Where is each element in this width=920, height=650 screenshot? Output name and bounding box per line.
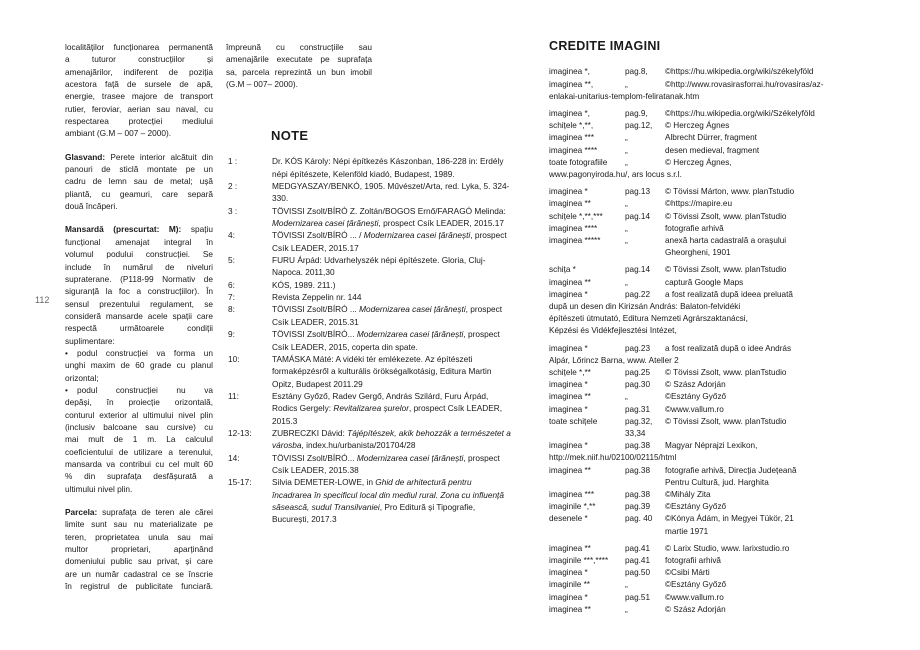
note-text-line: formaképzésről a kulturális örökségalkotásig, Editura Martin [272,366,492,377]
credit-page: pag.38 [625,465,651,475]
credit-row [549,313,869,325]
text-line: amenajărilor, indiferent de poziția [65,66,213,77]
credit-image-label: imaginea **, [549,79,594,89]
note-item [228,303,518,328]
parcela-definition [65,506,213,592]
note-text-line: városba, index.hu/urbanista/201704/28 [272,440,416,451]
credit-image-label: imaginea * [549,380,588,390]
credit-row [549,223,869,235]
credit-row [549,277,869,289]
note-text-line: Dr. KÓS Károly: Népi építkezés Kászonban, 186-228 in: Erdély [272,156,504,167]
credit-page: pag.51 [625,592,651,602]
note-item [228,279,518,291]
note-item [228,155,518,180]
credit-page: „ [625,604,628,614]
note-text-line: Napoca. 2011,30 [272,267,335,278]
note-text-line: Rodics Gergely: Revitalizarea șurelor, prospect Csík LEADER, [272,403,503,414]
text-line: mansarda va contribui cu cel mult 60 [65,459,213,469]
credit-row [549,247,869,259]
credit-page: pag.30 [625,380,651,390]
note-text-line: TÖVISSI Zsolt/BÍRÓ... Modernizarea casei țărănești, prospect [272,452,500,463]
credit-row [549,489,869,501]
note-number: 2 : [228,181,238,192]
credit-source: ©www.vallum.ro [665,592,724,602]
text-line: în registrul de publicitate funciară. [65,581,213,592]
note-text-line: încadrarea în specificul local din mediul rural. Zona cu influență [272,489,504,500]
credit-row [549,66,869,78]
text-line: podul construcției nu va [77,384,213,395]
credit-source: © Tövissi Zsolt, www. planTstudio [665,416,787,426]
credit-continuation: Képzési és Vidékfejlesztési Intézet, [549,326,677,336]
credit-source: desen medieval, fragment [665,145,760,155]
credit-continuation: http://mek.niif.hu/02100/02115/html [549,453,677,463]
credit-image-label: imaginea * [549,187,588,197]
note-text-line: Csík LEADER, 2015.31 [272,316,359,327]
credit-image-label: imaginea *, [549,67,590,77]
credit-row [549,289,869,301]
credits-title: CREDITE IMAGINI [549,39,661,53]
text-line: suprafața de teren ale cărei [102,507,213,518]
note-text-line: săsească, sudul Transilvaniei, Pro Editură și Tipografie, [272,501,476,512]
credit-page: pag.14 [625,211,651,221]
note-text-line: Opitz, Budapest 2011.29 [272,378,363,389]
credit-source: ©Esztány Győző [665,502,727,512]
text-line: orizontal; [65,372,99,383]
note-text-line: București, 2017.3 [272,514,337,525]
note-text-line: Silvia DEMETER-LOWE, in Ghid de arhitectură pentru [272,477,472,488]
note-text-line: Esztány Győző, Radev Gergő, András Szilárd, Furu Árpád, [272,390,489,401]
credit-source: Albrecht Dürrer, fragment [665,133,757,143]
bullet-item [65,347,213,359]
credit-source: a fost realizată după ideea preluată [665,289,793,299]
credit-source: © Herczeg Ágnes, [665,157,732,167]
note-item [228,427,518,452]
credit-page [625,247,665,259]
text-line: cadru de lemn sau de metal; ușă [65,176,213,187]
credit-page: pag.13 [625,187,651,197]
note-number: 10: [228,353,240,364]
note-item [228,180,518,205]
credit-page: pag.9, [625,108,648,118]
credit-page: „ [625,580,628,590]
credit-page: „ [625,133,628,143]
text-line: volumul podului construcției. Se [65,249,213,260]
credit-continuation: enlakai-unitarius-templom-feliratanak.htm [549,91,700,101]
text-line: amenajările executate pe suprafața [226,54,372,65]
credit-source: © Tövissi Zsolt, www. planTstudio [665,368,787,378]
text-line: domeniului public sau privat, și care [65,556,213,567]
text-line: conturul exterior al ultimului nivel plin [65,409,213,420]
credit-row [549,91,869,103]
credit-image-label [549,247,625,259]
credit-page: „ [625,235,628,245]
credit-source: ©Mihály Zita [665,490,711,500]
credit-row [549,145,869,157]
text-line: respectă următoarele condiții [65,323,213,334]
note-number: 15-17: [228,477,252,488]
credit-row [549,157,869,169]
text-line: suplimentare: [65,335,115,346]
credit-image-label: imaginea * [549,568,588,578]
text-line: acestora față de sursele de apă, [65,79,213,90]
credit-row [549,355,869,367]
credit-row [549,526,869,538]
note-text-line: népi építészete, Kelenföld kiadó, Budapest, 1989. [272,168,455,179]
note-number: 5: [228,255,235,266]
credit-row [549,79,869,91]
term-parcela: Parcela: [65,507,98,518]
credit-row [549,543,869,555]
credit-row [549,367,869,379]
credit-row [549,513,869,525]
term-mansarda: Mansardă (prescurtat: M): [65,224,182,235]
credit-row [549,264,869,276]
credit-image-label: imaginea * [549,441,588,451]
bullet-item [65,384,213,396]
text-line: localităților funcționarea permanentă [65,42,213,52]
credit-source: anexă harta cadastrală a orașului [665,235,787,245]
bullet-icon: • [65,384,68,395]
credit-page: pag.23 [625,343,651,353]
credit-continuation: după un desen din Kirizsán András: Balaton-felvidéki [549,302,741,311]
credit-page: pag.22 [625,289,651,299]
notes-list [228,155,518,525]
credit-page: pag.41 [625,543,651,553]
credit-image-label: imaginile ***,**** [549,556,609,566]
credit-page [625,526,665,538]
credit-row [549,579,869,591]
text-line: siguranță la foc a construcțiilor). În [65,286,213,297]
credit-image-label [549,526,625,538]
credit-source: Pentru Cultură, jud. Harghita [665,477,769,487]
text-line: ultimului nivel plin. [65,483,133,494]
note-item [228,328,518,353]
note-text-line: TÖVISSI Zsolt/BÍRÓ Z. Zoltán/BOGOS Ernő/FARAGÓ Melinda: [272,205,506,216]
credit-row [549,465,869,477]
note-item [228,353,518,390]
text-line: limite sunt sau nu materializate pe [65,519,213,530]
credit-source: ©www.vallum.ro [665,404,724,414]
credit-source: captură Google Maps [665,277,744,287]
credit-page: „ [625,199,628,209]
credit-page: „ [625,277,628,287]
credit-image-label: imaginea *, [549,108,590,118]
text-line: teren, proprietatea unula sau mai [65,531,213,542]
text-line: două încăperi. [65,201,118,212]
credit-source: ©https://hu.wikipedia.org/wiki/székelyföld [665,67,814,77]
credit-image-label: imaginea * [549,289,588,299]
credit-source: ©Csibi Márti [665,568,710,578]
credit-source: Gheorgheni, 1901 [665,248,731,258]
credit-page: pag.39 [625,502,651,512]
note-text-line: TÖVISSI Zsolt/BÍRÓ... Modernizarea casei țărănești, prospect [272,329,500,340]
credit-row [549,452,869,464]
credit-source: fotografie arhivă, Direcția Județeană [665,465,797,475]
credit-row [549,198,869,210]
note-item [228,291,518,303]
credit-page: „ [625,157,628,167]
credit-page: pag.38 [625,441,651,451]
text-line: supraterane. (P118-99 Normativ de [65,273,213,284]
mansarda-definition [65,223,213,495]
note-text-line: FURU Árpád: Udvarhelyszék népi építészete. Gloria, Cluj- [272,255,486,266]
credit-image-label: schițele *,**, [549,121,594,131]
credit-image-label: schițele *,**,*** [549,211,603,221]
note-number: 11: [228,390,239,401]
credit-image-label: imaginile *,** [549,502,596,512]
note-number: 9: [228,329,235,340]
credit-page: pag. 40 [625,514,653,524]
text-line: respectarea protecției mediului [65,116,213,127]
text-line: podul construcției va forma un [77,347,213,358]
note-text-line: Csík LEADER, 2015, coperta din spate. [272,341,418,352]
credit-image-label: imaginea **** [549,145,598,155]
credit-row [549,301,869,313]
credit-row [549,108,869,120]
credit-source: ©Esztány Győző [665,580,727,590]
note-number: 6: [228,279,235,290]
credit-image-label: imaginea * [549,404,588,414]
note-number: 3 : [228,205,238,216]
text-line: a tuturor construcțiilor și [65,54,213,65]
credit-image-label: imaginea *** [549,490,595,500]
note-number: 7: [228,292,235,303]
notes-section [228,130,518,526]
text-line: rutier, feroviar, aerian sau naval, cu [65,103,213,114]
note-item [228,476,518,525]
note-text-line: TÖVISSI Zsolt/BÍRÓ ... / Modernizarea casei țărănești, prospect [272,230,507,241]
note-item [228,254,518,279]
text-line: funcțional amenajat integral în [65,236,213,247]
credit-image-label: schițele *,** [549,368,591,378]
credit-source: martie 1971 [665,526,709,536]
credit-row [549,416,869,440]
note-text-line: Csík LEADER, 2015.17 [272,242,359,253]
note-item [228,390,518,427]
note-item [228,205,518,230]
credit-source: © Tövissi Zsolt, www. planTstudio [665,265,787,275]
credit-row [549,567,869,579]
note-number: 14: [228,452,240,463]
credit-page: pag.25 [625,368,651,378]
credit-image-label: imaginea ** [549,277,591,287]
credit-image-label: imaginea * [549,592,588,602]
note-number: 12-13: [228,427,252,438]
credit-row [549,440,869,452]
credit-source: ©Esztány Győző [665,392,727,402]
text-line: mai mult de 1 m. La calculul [65,434,213,445]
credit-row [549,211,869,223]
credit-page: pag.12, [625,121,653,131]
text-line: multor proprietari, aparținând [65,544,213,555]
credit-image-label: imaginea ** [549,465,591,475]
note-item [228,229,518,254]
credit-page [625,477,665,489]
credit-page: pag.41 [625,556,651,566]
credit-row [549,325,869,337]
credit-page: pag.31 [625,404,651,414]
credit-row [549,592,869,604]
text-line: sensul prezentului regulament, se [65,298,213,309]
credit-continuation: Alpár, Lőrincz Barna, www. Ateller 2 [549,355,679,365]
credit-image-label: imaginea **** [549,223,598,233]
glasvand-definition [65,151,213,213]
note-text-line: TÖVISSI Zsolt/BÍRÓ ... Modernizarea casei țărănești, prospect [272,304,503,315]
credit-source: fotografie arhivă [665,223,724,233]
credit-row [549,501,869,513]
note-text-line: Modernizarea casei țărănești, prospect Csík LEADER, 2015.17 [272,218,504,229]
credit-page: „ [625,79,628,89]
credit-image-label: toate schițele [549,416,598,426]
glossary-column-left [65,41,213,603]
credit-row [549,132,869,144]
note-text-line: KÓS, 1989. 211.) [272,279,336,290]
credit-source: © Szász Adorján [665,380,726,390]
credit-page: „ [625,223,628,233]
text-line: % din suprafața desfășurată a [65,471,213,482]
credit-image-label: imaginea * [549,343,588,353]
credit-image-label: imaginea ** [549,199,591,209]
text-line: împreună cu construcțiile sau [226,42,372,52]
credit-source: fotografii arhivă [665,556,721,566]
text-line: ambiant (G.M – 007 – 2000). [65,128,172,139]
note-item [228,452,518,477]
credit-image-label: imaginea ** [549,604,591,614]
credit-row [549,404,869,416]
credits-list [549,66,869,616]
credit-source: © Larix Studio, www. larixstudio.ro [665,543,790,553]
credit-page: pag.50 [625,568,651,578]
text-line: consideră mansarde acele spații care [65,310,213,321]
text-line: depăși, în proiecție orizontală, [65,397,213,408]
credit-row [549,235,869,247]
credit-row [549,477,869,489]
text-line: coeficientului de utilizare a terenului, [65,446,213,457]
credit-page: pag.32, 33,34 [625,416,653,439]
note-text-line: 2015.3 [272,415,298,426]
credit-image-label: toate fotografiile [549,157,608,167]
credit-row [549,169,869,181]
credit-row [549,186,869,198]
credit-source: ©Kónya Ádám, in Megyei Tükör, 21 [665,514,794,524]
text-line: sa, parcela reprezintă un bun imobil [226,66,372,77]
note-number: 4: [228,230,235,241]
credit-source: ©https://mapire.eu [665,199,733,209]
credits-section [549,40,869,616]
credit-image-label: schița * [549,265,576,275]
credit-page: pag.38 [625,490,651,500]
term-glasvand: Glasvand: [65,151,106,162]
credit-row [549,555,869,567]
text-line: are un număr cadastral ce se înscrie [65,568,213,579]
credit-image-label [549,477,625,489]
credit-image-label: imaginea ** [549,392,591,402]
credit-row [549,391,869,403]
credit-image-label: imaginile ** [549,580,590,590]
credit-source: ©http://www.rovasirasforrai.hu/rovasiras/az- [665,79,824,89]
text-line: include în numărul de niveluri [65,261,213,272]
note-text-line: Csík LEADER, 2015.38 [272,464,359,475]
intro-paragraph [65,41,213,140]
text-line: energie, trasee majore de transport [65,91,213,102]
note-text-line: MEDGYASZAY/BENKÓ, 1905. Művészet/Arta, red. Lyka, 5. 324- [272,181,510,192]
credit-source: © Szász Adorján [665,604,726,614]
credit-source: © Tövissi Márton, www. planTstudio [665,187,795,197]
credit-image-label: desenele * [549,514,588,524]
credit-page: „ [625,392,628,402]
credit-image-label: imaginea ***** [549,235,601,245]
credit-row [549,604,869,616]
text-line: spațiu [190,224,213,235]
note-number: 8: [228,304,235,315]
note-text-line: Revista Zeppelin nr. 144 [272,292,362,303]
note-text-line: TAMÁSKA Máté: A vidéki tér emlékezete. Az építészeti [272,353,473,364]
page-number: 112 [35,295,50,305]
credit-continuation: www.pagonyiroda.hu/, ars locus s.r.l. [549,169,682,179]
text-line: unghi maxim de 60 grade cu planul [65,360,213,371]
credit-image-label: imaginea *** [549,133,595,143]
text-line: Perete interior alcătuit din [110,151,213,162]
text-line: panouri de sticlă montate pe un [65,164,213,175]
note-text-line: ZUBRECZKI Dávid: Tájépítészek, akik behozzák a természetet a [272,427,511,438]
credit-source: © Tövissi Zsolt, www. planTstudio [665,211,787,221]
bullet-icon: • [65,347,68,358]
credit-row [549,343,869,355]
credit-continuation: építészeti útmutató, Editura Nemzeti Agrárszaktanácsi, [549,314,748,324]
credit-row [549,379,869,391]
credit-image-label: imaginea ** [549,543,591,553]
credit-page: pag.14 [625,265,651,275]
glossary-column-continuation [226,41,372,90]
credit-source: a fost realizată după o idee András [665,343,792,353]
credit-page: pag.8, [625,67,648,77]
text-line: (G.M – 007– 2000). [226,79,298,90]
note-text-line: 330. [272,193,289,204]
credit-source: © Herczeg Ágnes [665,121,730,131]
credit-page: „ [625,145,628,155]
text-line: pliantă, cu geamuri, care separă [65,188,213,199]
credit-row [549,120,869,132]
credit-source: ©https://hu.wikipedia.org/wiki/Székelyföld [665,108,815,118]
text-line: (inclusiv balcoane sau cursive) cu [65,421,213,432]
credit-source: Magyar Néprajzi Lexikon, [665,441,758,451]
note-number: 1 : [228,156,238,167]
notes-title: NOTE [271,128,309,143]
